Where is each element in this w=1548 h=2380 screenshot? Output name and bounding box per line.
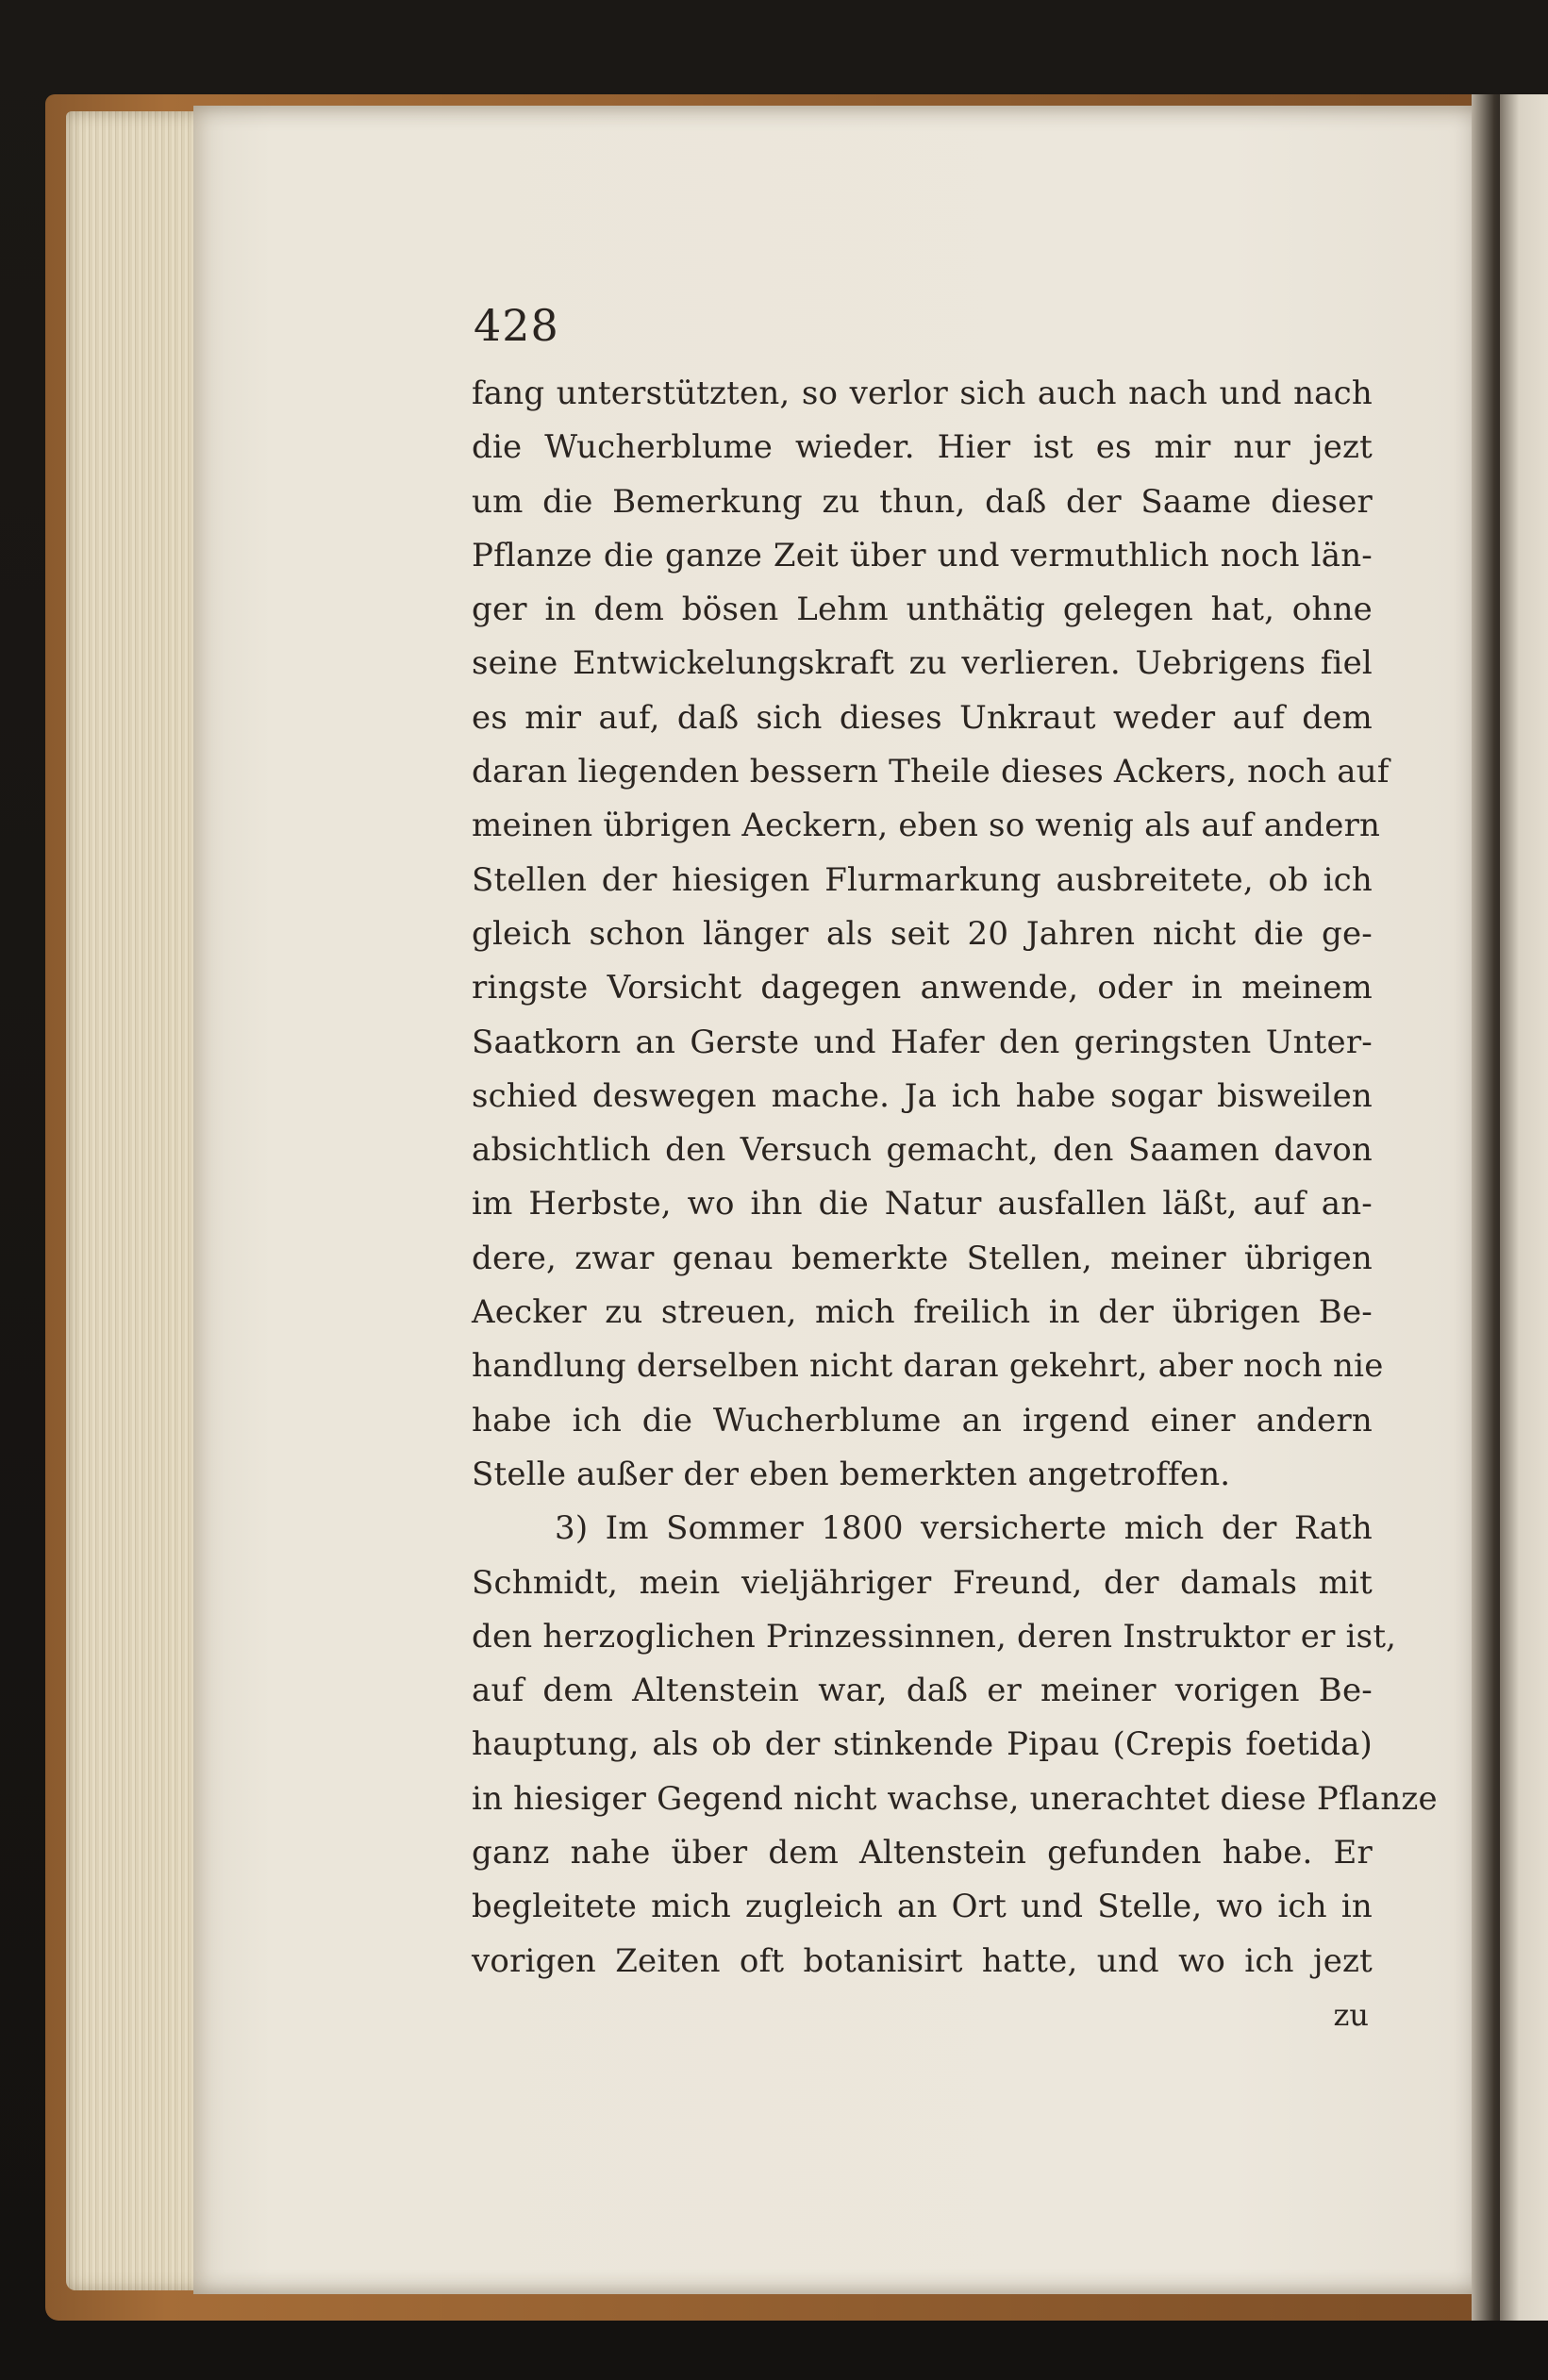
text-line: daran liegenden bessern Theile dieses Ackers, noch auf <box>472 753 1390 791</box>
text-line: handlung derselben nicht daran gekehrt, aber noch nie <box>472 1347 1384 1386</box>
page-edges <box>66 111 208 2290</box>
text-line: um die Bemerkung zu thun, daß der Saame dieser <box>472 482 1373 521</box>
text-line: begleitete mich zugleich an Ort und Stelle, wo ich in <box>472 1888 1373 1926</box>
paragraph-1 <box>472 367 1390 1502</box>
text-line: auf dem Altenstein war, daß er meiner vorigen Be- <box>472 1672 1373 1710</box>
text-line: Aecker zu streuen, mich freilich in der übrigen Be- <box>472 1293 1373 1332</box>
text-line: Saatkorn an Gerste und Hafer den geringsten Unter- <box>472 1023 1373 1061</box>
text-line: seine Entwickelungskraft zu verlieren. Uebrigens fiel <box>472 644 1373 683</box>
text-line: ringste Vorsicht dagegen anwende, oder in meinem <box>472 969 1373 1007</box>
text-line: ger in dem bösen Lehm unthätig gelegen hat, ohne <box>472 591 1373 629</box>
text-line: dere, zwar genau bemerkte Stellen, meiner übrigen <box>472 1239 1373 1277</box>
text-line: den herzoglichen Prinzessinnen, deren Instruktor er ist, <box>472 1617 1397 1656</box>
text-line: im Herbste, wo ihn die Natur ausfallen läßt, auf an- <box>472 1185 1373 1223</box>
text-line: schied deswegen mache. Ja ich habe sogar bisweilen <box>472 1076 1373 1115</box>
text-line: 3) Im Sommer 1800 versicherte mich der Rath <box>555 1509 1373 1548</box>
page-number: 428 <box>474 300 559 351</box>
text-line: in hiesiger Gegend nicht wachse, unerachtet diese Pflanze <box>472 1779 1438 1818</box>
text-line: es mir auf, daß sich dieses Unkraut weder auf dem <box>472 698 1373 737</box>
text-line: meinen übrigen Aeckern, eben so wenig als auf andern <box>472 807 1381 845</box>
text-line: fang unterstützten, so verlor sich auch nach und nach <box>472 374 1373 412</box>
text-line: Stellen der hiesigen Flurmarkung ausbreitete, ob ich <box>472 860 1373 899</box>
text-line: vorigen Zeiten oft botanisirt hatte, und wo ich jezt <box>472 1941 1373 1980</box>
text-line: Stelle außer der eben bemerkten angetroffen. <box>472 1455 1231 1493</box>
text-line: Schmidt, mein vieljähriger Freund, der damals mit <box>472 1563 1373 1602</box>
catchword: zu <box>1333 1996 1369 2033</box>
text-line: habe ich die Wucherblume an irgend einer andern <box>472 1401 1373 1440</box>
text-line: absichtlich den Versuch gemacht, den Saamen davon <box>472 1131 1373 1170</box>
page-text <box>472 297 1438 2042</box>
text-line: die Wucherblume wieder. Hier ist es mir nur jezt <box>472 428 1373 467</box>
text-line: gleich schon länger als seit 20 Jahren nicht die ge- <box>472 914 1373 953</box>
facing-page-edge <box>1500 94 1548 2321</box>
text-line: ganz nahe über dem Altenstein gefunden habe. Er <box>472 1834 1373 1872</box>
text-line: hauptung, als ob der stinkende Pipau (Crepis foetida) <box>472 1725 1373 1764</box>
text-line: Pflanze die ganze Zeit über und vermuthlich noch län- <box>472 536 1373 574</box>
paragraph-2 <box>472 1502 1438 1989</box>
